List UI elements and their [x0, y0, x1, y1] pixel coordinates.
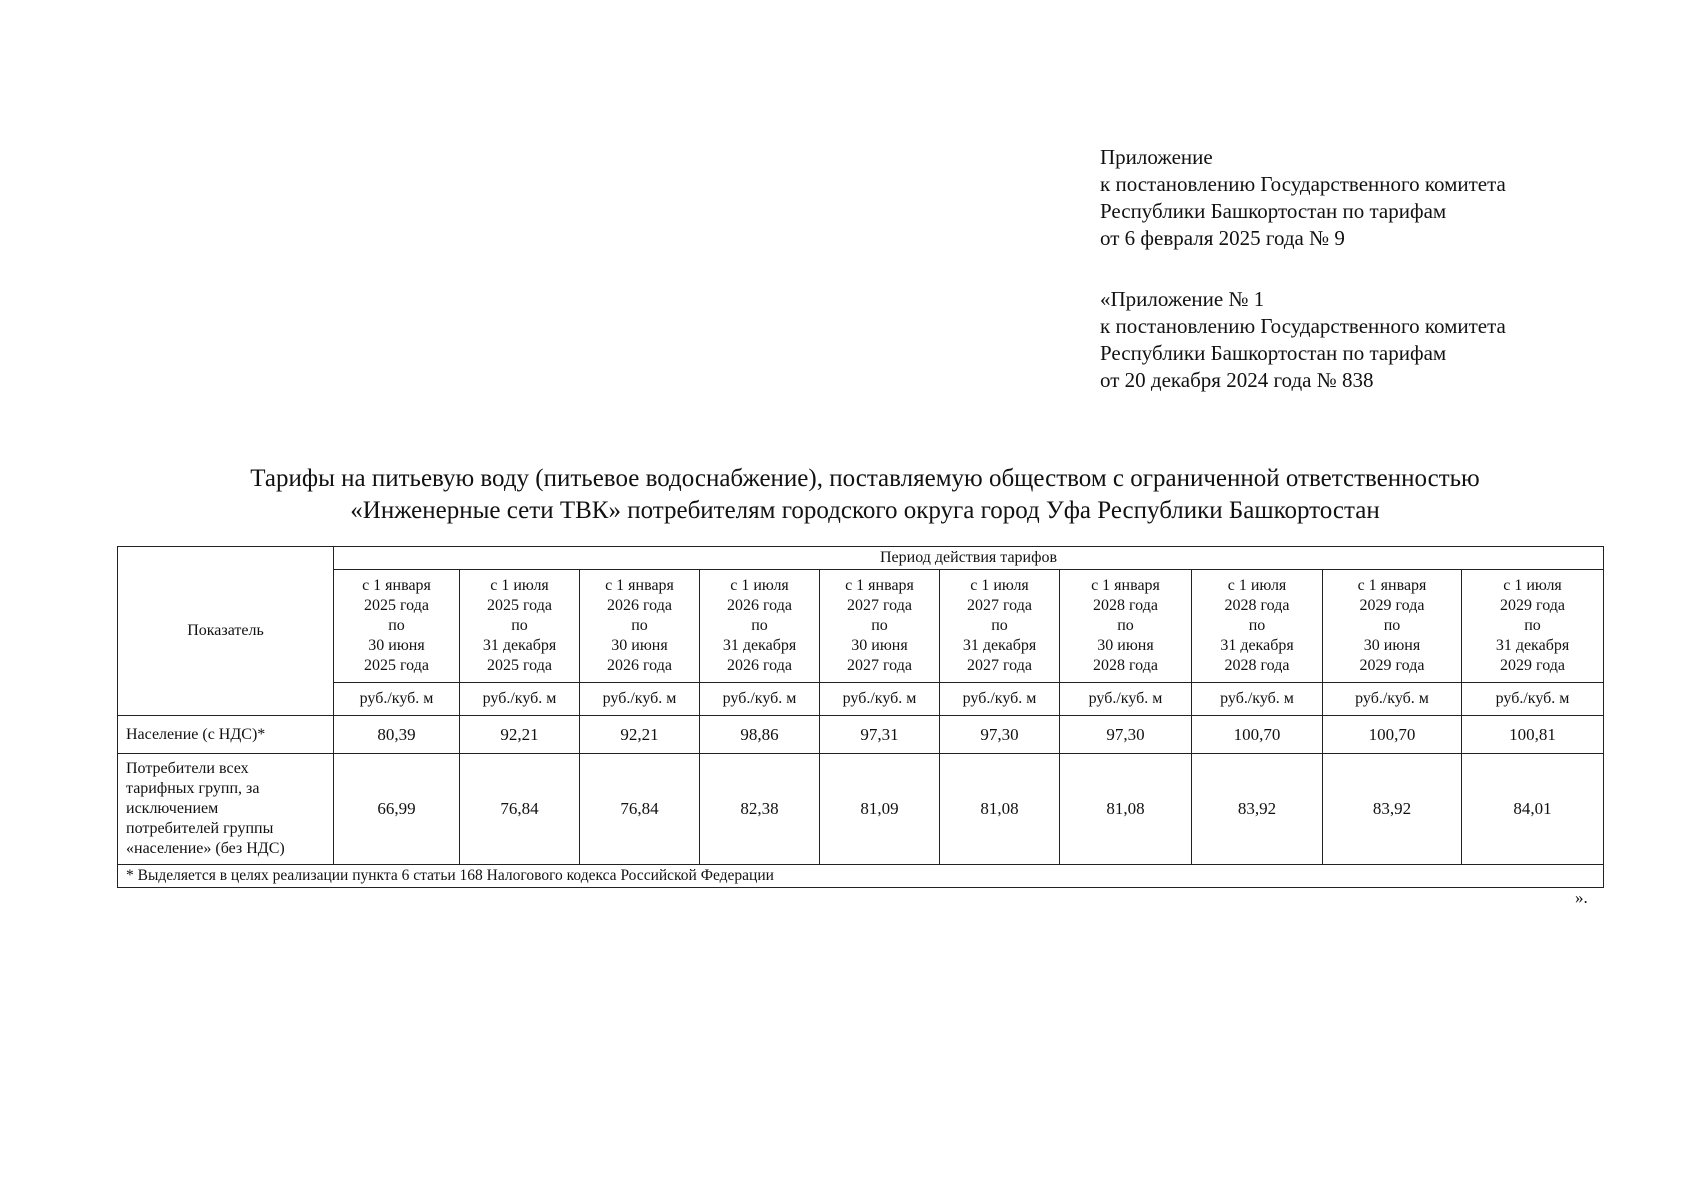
period-from: с 1 января [362, 577, 431, 594]
appendix-ref-line: от 20 декабря 2024 года № 838 [1100, 368, 1374, 392]
period-to-year: 2026 года [727, 657, 792, 674]
period-to-year: 2027 года [967, 657, 1032, 674]
period-to-year: 2029 года [1500, 657, 1565, 674]
table-row-population [118, 716, 1604, 754]
period-to-year: 2028 года [1093, 657, 1158, 674]
period-header: Период действия тарифов [334, 547, 1604, 570]
period-cell [820, 570, 940, 683]
period-cell [700, 570, 820, 683]
unit-cell: руб./куб. м [1192, 683, 1323, 716]
tariff-value-cell: 100,70 [1323, 716, 1462, 754]
period-sep: по [991, 617, 1008, 634]
period-to: 30 июня [611, 637, 668, 654]
period-cell [1323, 570, 1462, 683]
table-row-other-consumers [118, 754, 1604, 865]
tariff-value-cell: 97,30 [940, 716, 1060, 754]
period-to-year: 2028 года [1224, 657, 1290, 674]
period-from-year: 2027 года [967, 597, 1032, 614]
appendix-ref-line: «Приложение № 1 [1100, 287, 1265, 311]
period-sep: по [631, 617, 648, 634]
document-title [100, 463, 1630, 527]
period-cell [1192, 570, 1323, 683]
period-from: с 1 января [605, 577, 674, 594]
header-row-period [118, 547, 1604, 570]
tariff-value-cell: 76,84 [460, 754, 580, 865]
period-to: 31 декабря [962, 637, 1037, 654]
tariff-table [117, 546, 1604, 888]
row-label-line: исключением [126, 800, 219, 817]
row-label-line: «население» (без НДС) [126, 840, 285, 857]
period-sep: по [1248, 617, 1266, 634]
period-cell [580, 570, 700, 683]
period-sep: по [1383, 617, 1401, 634]
tariff-value-cell: 81,08 [940, 754, 1060, 865]
period-cell [460, 570, 580, 683]
tariff-value-cell: 97,31 [820, 716, 940, 754]
footnote-row [118, 865, 1604, 888]
tariff-value-cell: 100,70 [1192, 716, 1323, 754]
tariff-value-cell: 82,38 [700, 754, 820, 865]
period-to: 31 декабря [482, 637, 557, 654]
tariff-value-cell: 100,81 [1462, 716, 1604, 754]
appendix-line: Республики Башкортостан по тарифам [1100, 199, 1447, 223]
period-from-year: 2029 года [1500, 597, 1565, 614]
tariff-value-cell: 81,09 [820, 754, 940, 865]
appendix-reference [1100, 286, 1620, 394]
period-to-year: 2025 года [487, 657, 552, 674]
appendix-line: Приложение [1100, 145, 1213, 169]
unit-cell: руб./куб. м [820, 683, 940, 716]
unit-cell: руб./куб. м [1462, 683, 1604, 716]
row-label-line: Население (с НДС)* [126, 725, 266, 743]
period-to-year: 2027 года [847, 657, 912, 674]
period-to: 31 декабря [1220, 637, 1294, 654]
period-cell [1060, 570, 1192, 683]
period-from-year: 2025 года [364, 597, 429, 614]
unit-cell: руб./куб. м [334, 683, 460, 716]
period-from: с 1 июля [1227, 577, 1287, 594]
unit-cell: руб./куб. м [940, 683, 1060, 716]
tariff-value-cell: 83,92 [1323, 754, 1462, 865]
period-from-year: 2026 года [607, 597, 672, 614]
period-cell [940, 570, 1060, 683]
tariff-value-cell: 92,21 [460, 716, 580, 754]
period-from-year: 2025 года [487, 597, 552, 614]
tariff-value-cell: 92,21 [580, 716, 700, 754]
period-cell [1462, 570, 1604, 683]
period-from: с 1 января [1091, 577, 1160, 594]
row-label-line: тарифных групп, за [126, 780, 260, 797]
tariff-value-cell: 84,01 [1462, 754, 1604, 865]
appendix-ref-line: к постановлению Государственного комитета [1100, 314, 1506, 338]
period-sep: по [751, 617, 768, 634]
period-sep: по [511, 617, 528, 634]
unit-cell: руб./куб. м [700, 683, 820, 716]
period-from-year: 2026 года [727, 597, 792, 614]
period-to: 30 июня [368, 637, 425, 654]
indicator-header: Показатель [118, 547, 334, 716]
header-row-dates [118, 570, 1604, 683]
period-from: с 1 июля [1503, 577, 1562, 594]
period-from: с 1 июля [730, 577, 789, 594]
period-to: 30 июня [1363, 637, 1421, 654]
tariff-value-cell: 66,99 [334, 754, 460, 865]
period-cell [334, 570, 460, 683]
tariff-value-cell: 76,84 [580, 754, 700, 865]
row-label [118, 716, 334, 754]
period-from-year: 2028 года [1093, 597, 1158, 614]
period-from: с 1 января [845, 577, 914, 594]
period-from: с 1 июля [970, 577, 1029, 594]
period-sep: по [1524, 617, 1541, 634]
tariff-value-cell: 97,30 [1060, 716, 1192, 754]
closing-quote-mark: ». [1575, 888, 1588, 907]
period-sep: по [1117, 617, 1134, 634]
tariff-value-cell: 83,92 [1192, 754, 1323, 865]
tariff-value-cell: 98,86 [700, 716, 820, 754]
tariff-value-cell: 80,39 [334, 716, 460, 754]
row-label-line: Потребители всех [126, 760, 249, 777]
tariff-value-cell: 81,08 [1060, 754, 1192, 865]
title-line: «Инженерные сети ТВК» потребителям городского округа город Уфа Республики Башкортостан [350, 497, 1380, 524]
period-to: 30 июня [851, 637, 908, 654]
period-to-year: 2025 года [364, 657, 429, 674]
period-from-year: 2028 года [1224, 597, 1290, 614]
appendix-line: к постановлению Государственного комитета [1100, 172, 1506, 196]
title-line: Тарифы на питьевую воду (питьевое водоснабжение), поставляемую обществом с ограниченной ответственностью [250, 465, 1480, 492]
unit-cell: руб./куб. м [580, 683, 700, 716]
unit-cell: руб./куб. м [460, 683, 580, 716]
appendix-line: от 6 февраля 2025 года № 9 [1100, 226, 1345, 250]
period-to-year: 2029 года [1359, 657, 1425, 674]
unit-cell: руб./куб. м [1323, 683, 1462, 716]
period-sep: по [871, 617, 888, 634]
period-from: с 1 июля [490, 577, 549, 594]
row-label [118, 754, 334, 865]
period-to: 31 декабря [722, 637, 797, 654]
row-label-line: потребителей группы [126, 820, 274, 837]
period-from-year: 2029 года [1359, 597, 1425, 614]
unit-cell: руб./куб. м [1060, 683, 1192, 716]
period-from-year: 2027 года [847, 597, 912, 614]
period-to-year: 2026 года [607, 657, 672, 674]
period-from: с 1 января [1357, 577, 1427, 594]
period-to: 31 декабря [1495, 637, 1570, 654]
footnote: * Выделяется в целях реализации пункта 6 статьи 168 Налогового кодекса Российской Федерации [118, 865, 1604, 888]
period-to: 30 июня [1097, 637, 1154, 654]
appendix-header [1100, 144, 1620, 252]
appendix-ref-line: Республики Башкортостан по тарифам [1100, 341, 1447, 365]
header-row-units [118, 683, 1604, 716]
period-sep: по [388, 617, 405, 634]
